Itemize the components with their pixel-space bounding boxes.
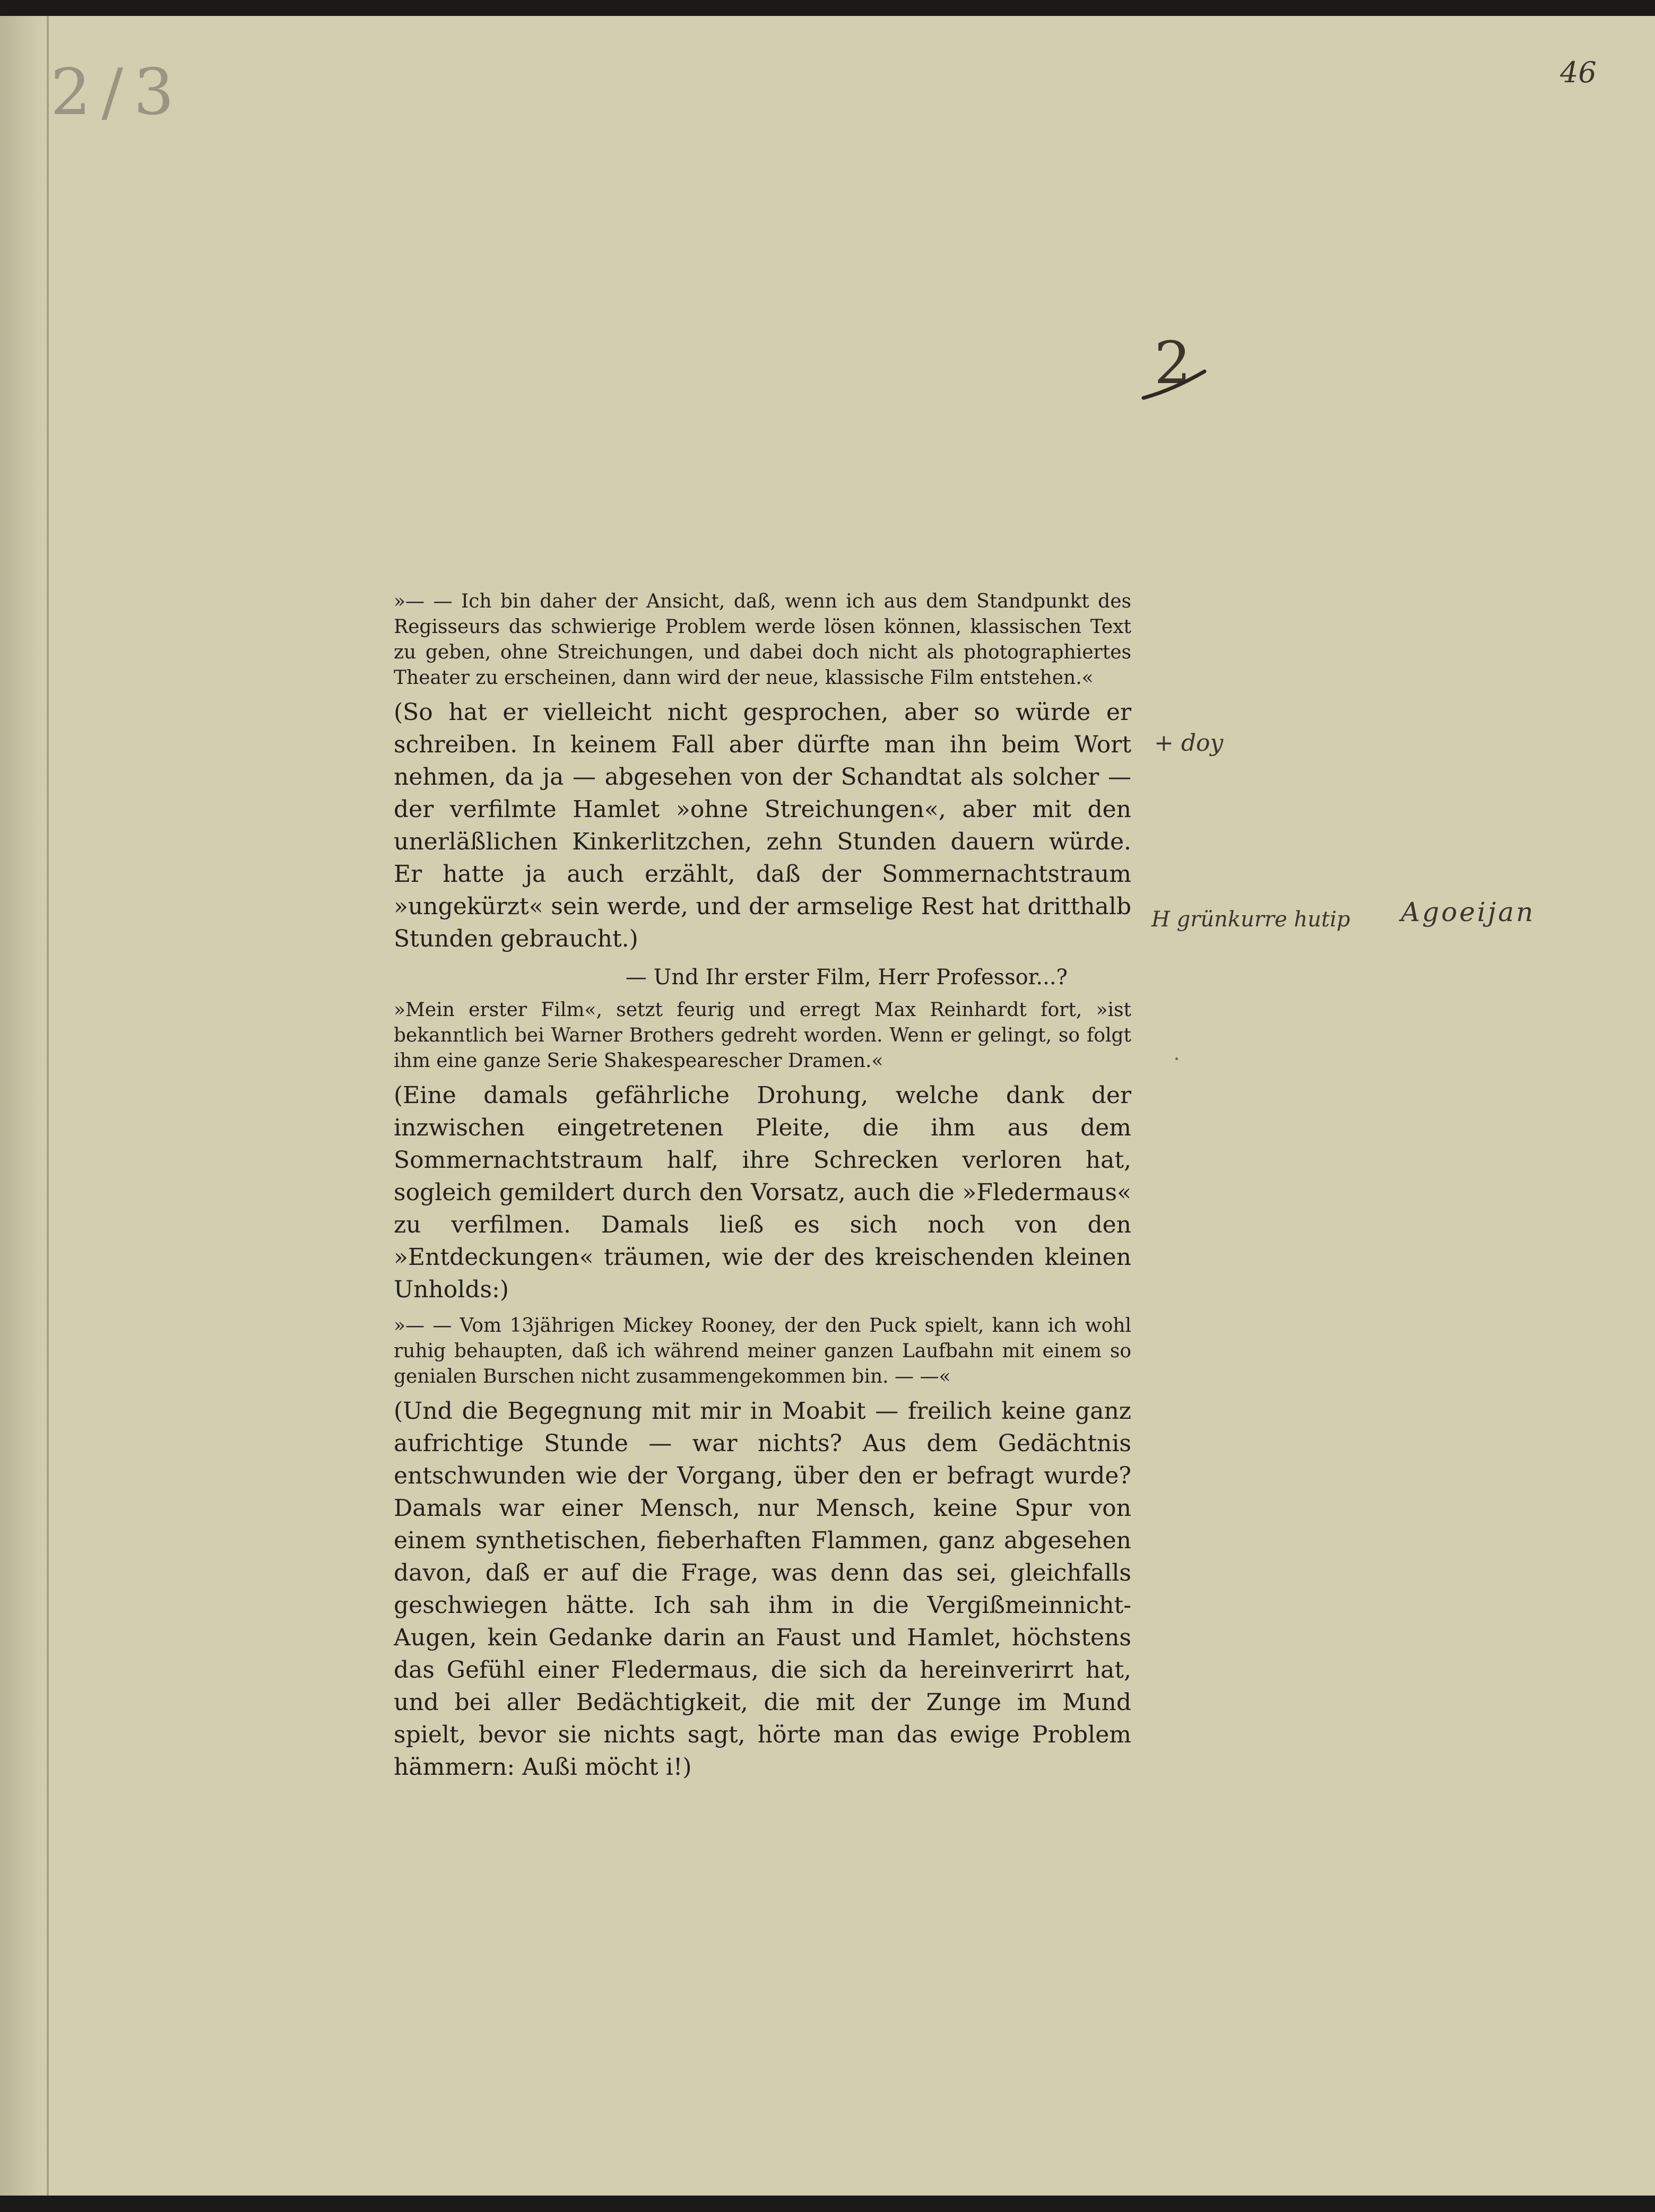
quote-reinhardt-2: »Mein erster Film«, setzt feurig und erregt Max Reinhardt fort, »ist bekanntlich bei Warner Brothers gedreht worden. Wenn er gelingt, so folgt ihm eine ganze Serie Shakespearescher Dramen.«	[394, 999, 1131, 1072]
article-text	[394, 589, 1131, 1791]
commentary-paragraph-1: (So hat er vielleicht nicht gesprochen, aber so würde er schreiben. In keinem Fall aber dürfte man ihn beim Wort nehmen, da ja — abgesehen von der Schandtat als solcher — der verfilmte Hamlet »ohne Streichungen«, aber mit den unerläßlichen Kinkerlitzchen, zehn Stunden dauern würde. Er hatte ja auch erzählt, daß der Sommernachtstraum »ungekürzt« sein werde, und der armselige Rest hat dritthalb Stunden gebraucht.)	[394, 699, 1131, 952]
margin-note-scribble: Agoeijan	[1401, 897, 1536, 927]
commentary-paragraph-3: (Und die Begegnung mit mir in Moabit — freilich keine ganz aufrichtige Stunde — war nichts? Aus dem Gedächtnis entschwunden wie der Vorgang, über den er befragt wurde? Damals war einer Mensch, nur Mensch, keine Spur von einem synthetischen, fieberhaften Flammen, ganz abgesehen davon, daß er auf die Frage, was denn das sei, gleichfalls geschwiegen hätte. Ich sah ihm in die Vergißmeinnicht-Augen, kein Gedanke darin an Faust und Hamlet, höchstens das Gefühl einer Fledermaus, die sich da hereinverirrt hat, und bei aller Bedächtigkeit, die mit der Zunge im Mund spielt, bevor sie nichts sagt, hörte man das ewige Problem hämmern: Außi möcht i!)	[394, 1398, 1131, 1781]
binding-line	[47, 16, 49, 2196]
scan-border-top	[0, 0, 1655, 16]
margin-note-correction: H grünkurre hutip	[1151, 907, 1350, 932]
pencil-note-top-left: 2/3	[50, 56, 185, 129]
page-number: 46	[1560, 56, 1597, 89]
commentary-paragraph-2: (Eine damals gefährliche Drohung, welche dank der inzwischen eingetretenen Pleite, die ihm aus dem Sommernachtstraum half, ihre Schrecken verloren hat, sogleich gemildert durch den Vorsatz, auch die »Fledermaus« zu verfilmen. Damals ließ es sich noch von den »Entdeckungen« träumen, wie der des kreischenden kleinen Unholds:)	[394, 1082, 1131, 1303]
chapter-underline	[1141, 366, 1210, 403]
quote-reinhardt-3: »— — Vom 13jährigen Mickey Rooney, der den Puck spielt, kann ich wohl ruhig behaupten, daß ich während meiner ganzen Laufbahn mit einem so genialen Burschen nicht zusammengekommen bin. — —«	[394, 1315, 1131, 1387]
scan-border-bottom	[0, 2196, 1655, 2212]
margin-dot	[1175, 1057, 1178, 1060]
chapter-mark: 2	[1154, 329, 1191, 397]
quote-reinhardt-1: »— — Ich bin daher der Ansicht, daß, wenn ich aus dem Standpunkt des Regisseurs das schwierige Problem werde lösen können, klassischen Text zu geben, ohne Streichungen, und dabei doch nicht als photographiertes Theater zu erscheinen, dann wird der neue, klassische Film entstehen.«	[394, 591, 1131, 689]
page-gutter	[0, 16, 48, 2196]
margin-note-insert: + doy	[1154, 730, 1224, 757]
interview-question: — Und Ihr erster Film, Herr Professor...?	[625, 965, 1068, 990]
